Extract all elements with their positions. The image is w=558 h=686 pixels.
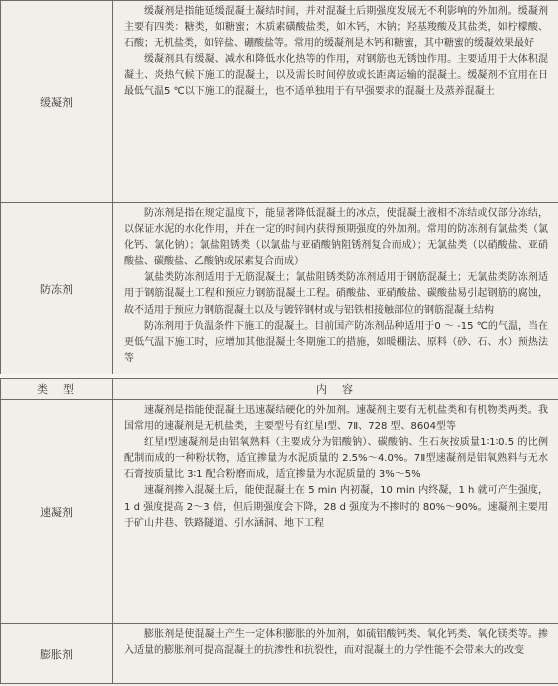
row-content-antifreeze bbox=[113, 203, 558, 375]
table-header-row bbox=[1, 379, 558, 400]
row-content-expansive bbox=[113, 624, 558, 684]
paragraph: 红星Ⅰ型速凝剂是由铝氧熟料（主要成分为铝酸钠）、碳酸钠、生石灰按质量1∶1∶0.5 的比例配制而成的一种粉状物，适宜掺量为水泥质量的 2.5%～4.0%。7Ⅱ型速凝剂是铝氧熟料与无水石膏按质量比 3∶1 配合粉磨而成，适宜掺量为水泥质量的 3%～5% bbox=[124, 437, 548, 481]
row-label-accelerator: 速凝剂 bbox=[1, 400, 113, 624]
paragraph: 防冻剂用于负温条件下施工的混凝土。目前国产防冻剂品种适用于0 ～ -15 ℃的气温，当在更低气温下施工时，应增加其他混凝土冬期施工的措施，如暖棚法、原料（砂、石、水）预热法等 bbox=[124, 320, 548, 364]
paragraph: 缓凝剂具有缓凝、减水和降低水化热等的作用，对钢筋也无锈蚀作用。主要适用于大体积混凝土、炎热气候下施工的混凝土，以及需长时间停放或长距离运输的混凝土。缓凝剂不宜用在日最低气温5 ℃以下施工的混凝土，也不适单独用于有早强要求的混凝土及蒸养混凝土 bbox=[124, 54, 548, 98]
row-content-accelerator bbox=[113, 400, 558, 624]
column-header-content: 内 容 bbox=[113, 379, 558, 400]
paragraph: 速凝剂是指能使混凝土迅速凝结硬化的外加剂。速凝剂主要有无机盐类和有机物类两类。我国常用的速凝剂是无机盐类，主要型号有红星Ⅰ型、7Ⅱ、728 型、8604型等 bbox=[124, 405, 548, 433]
paragraph: 速凝剂掺入混凝土后，能使混凝土在 5 min 内初凝，10 min 内终凝，1 h 就可产生强度，1 d 强度提高 2～3 倍，但后期强度会下降，28 d 强度为不掺时的 80%～90%。速凝剂主要用于矿山井巷、铁路隧道、引水涵洞、地下工程 bbox=[124, 485, 548, 529]
row-content-retarder bbox=[113, 1, 558, 203]
table-row-expansive bbox=[1, 624, 558, 684]
table-row-retarder bbox=[1, 1, 558, 203]
row-label-retarder: 缓凝剂 bbox=[1, 1, 113, 203]
paragraph: 缓凝剂是指能延缓混凝土凝结时间，并对混凝土后期强度发展无不利影响的外加剂。缓凝剂主要有四类：糖类，如糖蜜；木质素磺酸盐类，如木钙，木钠；羟基羧酸及其盐类，如柠檬酸、石酸；无机盐类，如锌盐、硼酸盐等。常用的缓凝剂是木钙和糖蜜，其中糖蜜的缓凝效果最好 bbox=[124, 6, 548, 50]
paragraph: 氯盐类防冻剂适用于无筋混凝土；氯盐阻锈类防冻剂适用于钢筋混凝土；无氯盐类防冻剂适用于钢筋混凝土工程和预应力钢筋混凝土工程。硝酸盐、亚硝酸盐、碳酸盐易引起钢筋的腐蚀，故不适用于预应力钢筋混凝土以及与镀锌钢材或与铝铁相接触部位的钢筋混凝土结构 bbox=[124, 272, 548, 316]
table-row-accelerator bbox=[1, 400, 558, 624]
row-label-expansive: 膨胀剂 bbox=[1, 624, 113, 684]
paragraph: 膨胀剂是使混凝土产生一定体积膨胀的外加剂，如硫铝酸钙类、氧化钙类、氧化镁类等。掺入适量的膨胀剂可提高混凝土的抗渗性和抗裂性，而对混凝土的力学性能不会带来大的改变 bbox=[124, 629, 548, 657]
row-label-antifreeze: 防冻剂 bbox=[1, 203, 113, 375]
admixture-table-lower bbox=[0, 378, 558, 684]
table-row-antifreeze bbox=[1, 203, 558, 375]
paragraph: 防冻剂是指在规定温度下，能显著降低混凝土的冰点，使混凝土液相不冻结或仅部分冻结，以保证水泥的水化作用，并在一定的时间内获得预期强度的外加剂。常用的防冻剂有氯盐类（氯化钙、氯化钠）；氯盐阻锈类（以氯盐与亚硝酸钠阻锈剂复合而成）；无氯盐类（以硝酸盐、亚硝酸盐、碳酸盐、乙酸钠或尿素复合而成） bbox=[124, 208, 548, 268]
column-header-type: 类 型 bbox=[1, 379, 113, 400]
